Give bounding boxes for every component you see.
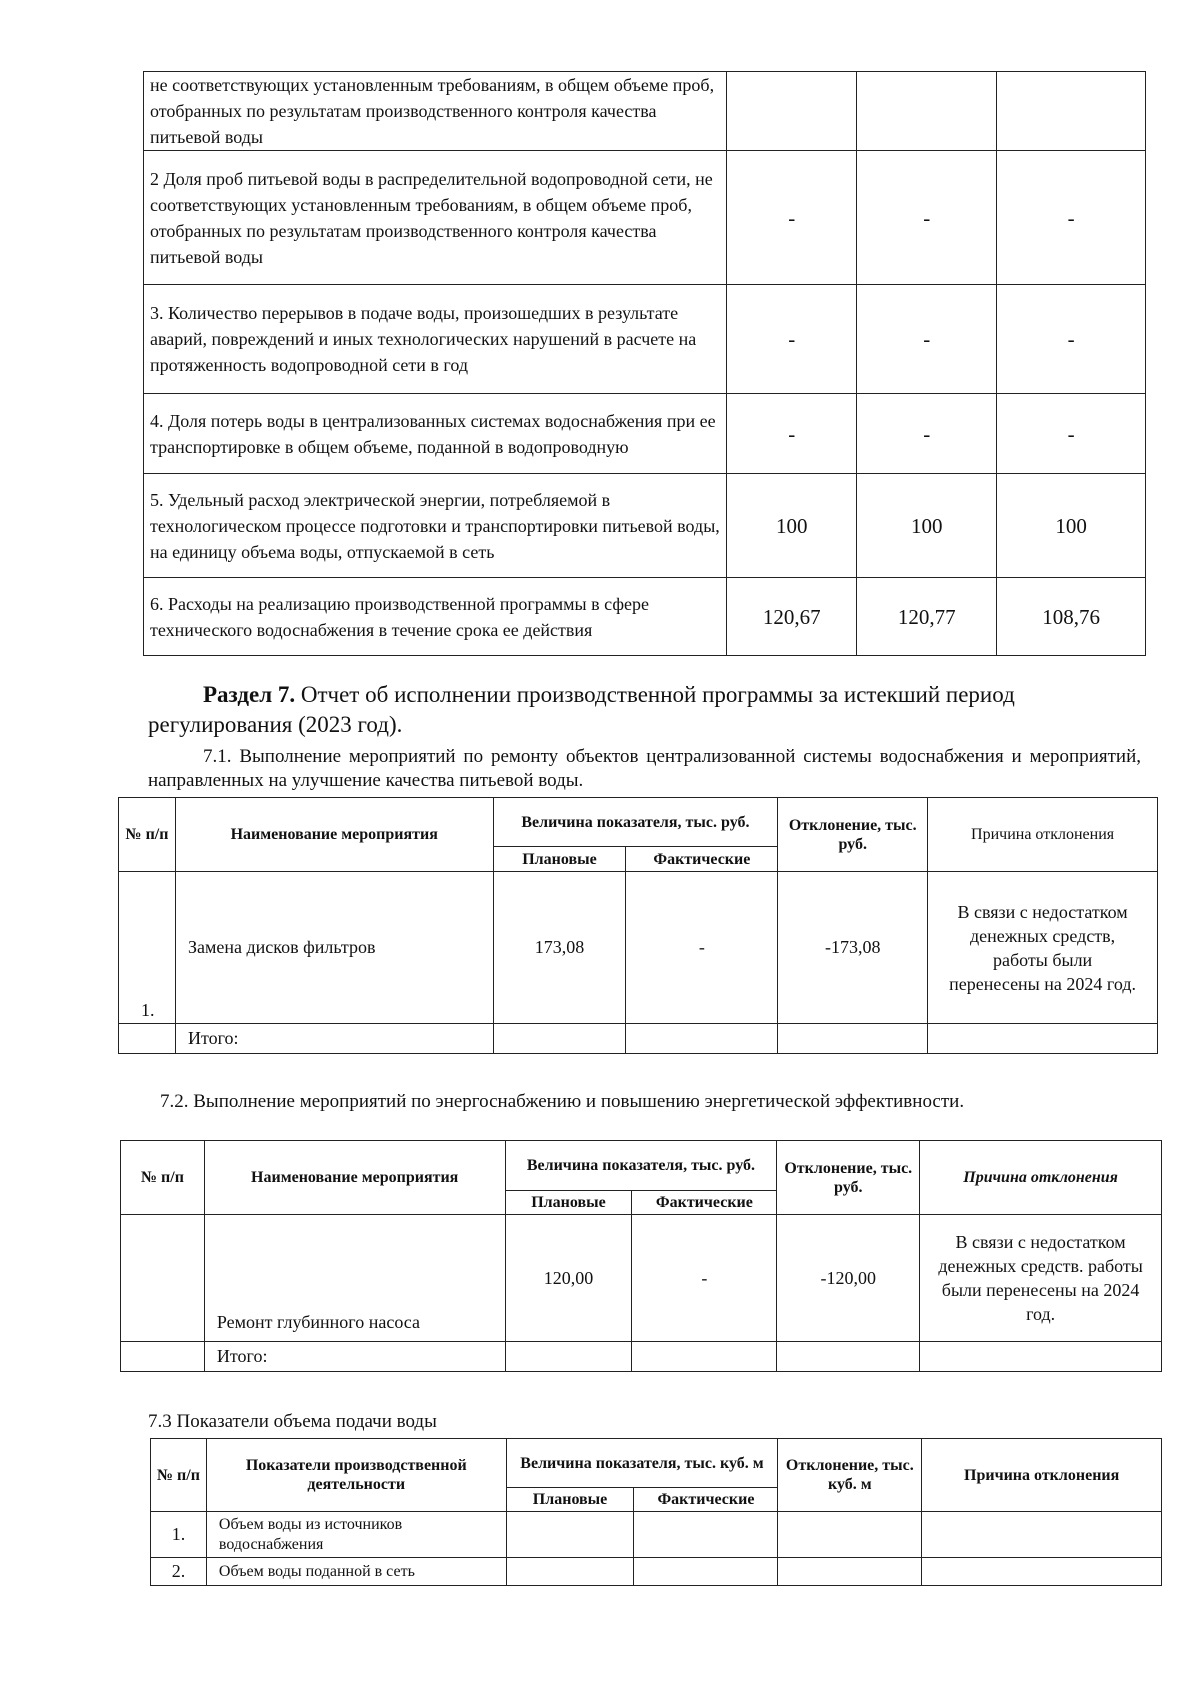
- table-row: [144, 72, 1146, 151]
- paragraph-7-3: 7.3 Показатели объема подачи воды: [148, 1411, 437, 1432]
- indicator-value: -: [857, 151, 997, 285]
- indicator-value: [727, 72, 857, 151]
- row-plan: 120,00: [505, 1215, 632, 1342]
- indicator-value: [997, 72, 1146, 151]
- row-num: 2.: [151, 1558, 207, 1586]
- total-label: Итого:: [204, 1342, 505, 1372]
- indicator-name: 4. Доля потерь воды в централизованных системах водоснабжения при ее транспортировке в общем объеме, поданной в водопроводную: [144, 394, 727, 474]
- col-header-fact: Фактические: [632, 1191, 777, 1215]
- row-deviation: -120,00: [777, 1215, 920, 1342]
- table-row: [151, 1512, 1162, 1558]
- row-fact: -: [632, 1215, 777, 1342]
- col-header-plan: Плановые: [505, 1191, 632, 1215]
- indicator-value: -: [997, 394, 1146, 474]
- col-header-name: Показатели производственной деятельности: [206, 1439, 506, 1512]
- table-row: [144, 394, 1146, 474]
- table-row: [144, 578, 1146, 656]
- indicator-value: 100: [997, 474, 1146, 578]
- col-header-reason: Причина отклонения: [920, 1141, 1162, 1215]
- col-header-fact: Фактические: [634, 1488, 778, 1512]
- col-header-value: Величина показателя, тыс. руб.: [493, 798, 778, 847]
- indicator-value: 100: [727, 474, 857, 578]
- col-header-num: № п/п: [151, 1439, 207, 1512]
- row-num: [121, 1215, 205, 1342]
- col-header-value: Величина показателя, тыс. руб.: [505, 1141, 777, 1191]
- indicator-value: -: [857, 285, 997, 394]
- row-name: Объем воды из источников водоснабжения: [206, 1512, 506, 1558]
- indicator-value: -: [997, 151, 1146, 285]
- indicator-name: 3. Количество перерывов в подаче воды, произошедших в результате аварий, повреждений и иных технологических нарушений в расчете на протяженность водопроводной сети в год: [144, 285, 727, 394]
- indicators-table: [143, 71, 1146, 656]
- row-num: 1.: [119, 872, 176, 1024]
- col-header-fact: Фактические: [626, 847, 778, 872]
- indicator-value: -: [727, 151, 857, 285]
- table-row: [144, 151, 1146, 285]
- indicator-name: 6. Расходы на реализацию производственной программы в сфере технического водоснабжения в течение срока ее действия: [144, 578, 727, 656]
- col-header-plan: Плановые: [506, 1488, 634, 1512]
- paragraph-7-2: 7.2. Выполнение мероприятий по энергоснабжению и повышению энергетической эффективности.: [160, 1091, 965, 1112]
- energy-measures-table: [120, 1140, 1162, 1372]
- section-title: [148, 680, 1138, 740]
- indicator-value: -: [727, 285, 857, 394]
- row-num: 1.: [151, 1512, 207, 1558]
- col-header-deviation: Отклонение, тыс. руб.: [778, 798, 928, 872]
- indicator-value: -: [727, 394, 857, 474]
- col-header-num: № п/п: [119, 798, 176, 872]
- col-header-name: Наименование мероприятия: [175, 798, 493, 872]
- col-header-deviation: Отклонение, тыс. куб. м: [778, 1439, 922, 1512]
- col-header-deviation: Отклонение, тыс. руб.: [777, 1141, 920, 1215]
- total-label: Итого:: [175, 1024, 493, 1054]
- col-header-value: Величина показателя, тыс. куб. м: [506, 1439, 778, 1488]
- water-supply-table: [150, 1438, 1162, 1586]
- table-row: [121, 1215, 1162, 1342]
- col-header-reason: Причина отклонения: [928, 798, 1158, 872]
- indicator-name: не соответствующих установленным требованиям, в общем объеме проб, отобранных по результатам производственного контроля качества питьевой воды: [144, 72, 727, 151]
- row-name: Ремонт глубинного насоса: [204, 1215, 505, 1342]
- indicator-value: -: [997, 285, 1146, 394]
- row-reason: В связи с недостатком денежных средств, работы были перенесены на 2024 год.: [928, 872, 1158, 1024]
- row-fact: -: [626, 872, 778, 1024]
- table-row: [144, 474, 1146, 578]
- row-name: Объем воды поданной в сеть: [206, 1558, 506, 1586]
- col-header-reason: Причина отклонения: [922, 1439, 1162, 1512]
- table-row: [119, 872, 1158, 1024]
- indicator-value: 120,77: [857, 578, 997, 656]
- table-row: [144, 285, 1146, 394]
- row-plan: 173,08: [493, 872, 626, 1024]
- section-number: Раздел 7.: [203, 682, 296, 707]
- repair-measures-table: [118, 797, 1158, 1054]
- row-reason: В связи с недостатком денежных средств. работы были перенесены на 2024 год.: [920, 1215, 1162, 1342]
- indicator-name: 2 Доля проб питьевой воды в распределительной водопроводной сети, не соответствующих установленным требованиям, в общем объеме проб, отобранных по результатам производственного контроля качества питьевой воды: [144, 151, 727, 285]
- indicator-value: [857, 72, 997, 151]
- indicator-name: 5. Удельный расход электрической энергии, потребляемой в технологическом процессе подготовки и транспортировки питьевой воды, на единицу объема воды, отпускаемой в сеть: [144, 474, 727, 578]
- total-row: [119, 1024, 1158, 1054]
- total-row: [121, 1342, 1162, 1372]
- indicator-value: 100: [857, 474, 997, 578]
- paragraph-7-1: 7.1. Выполнение мероприятий по ремонту объектов централизованной системы водоснабжения и мероприятий, направленных на улучшение качества питьевой воды.: [148, 746, 1141, 791]
- row-deviation: -173,08: [778, 872, 928, 1024]
- section-title-text: Отчет об исполнении производственной программы за истекший период регулирования (2023 год).: [148, 682, 1015, 737]
- indicator-value: -: [857, 394, 997, 474]
- row-name: Замена дисков фильтров: [175, 872, 493, 1024]
- col-header-plan: Плановые: [493, 847, 626, 872]
- col-header-name: Наименование мероприятия: [204, 1141, 505, 1215]
- indicator-value: 108,76: [997, 578, 1146, 656]
- indicator-value: 120,67: [727, 578, 857, 656]
- table-row: [151, 1558, 1162, 1586]
- col-header-num: № п/п: [121, 1141, 205, 1215]
